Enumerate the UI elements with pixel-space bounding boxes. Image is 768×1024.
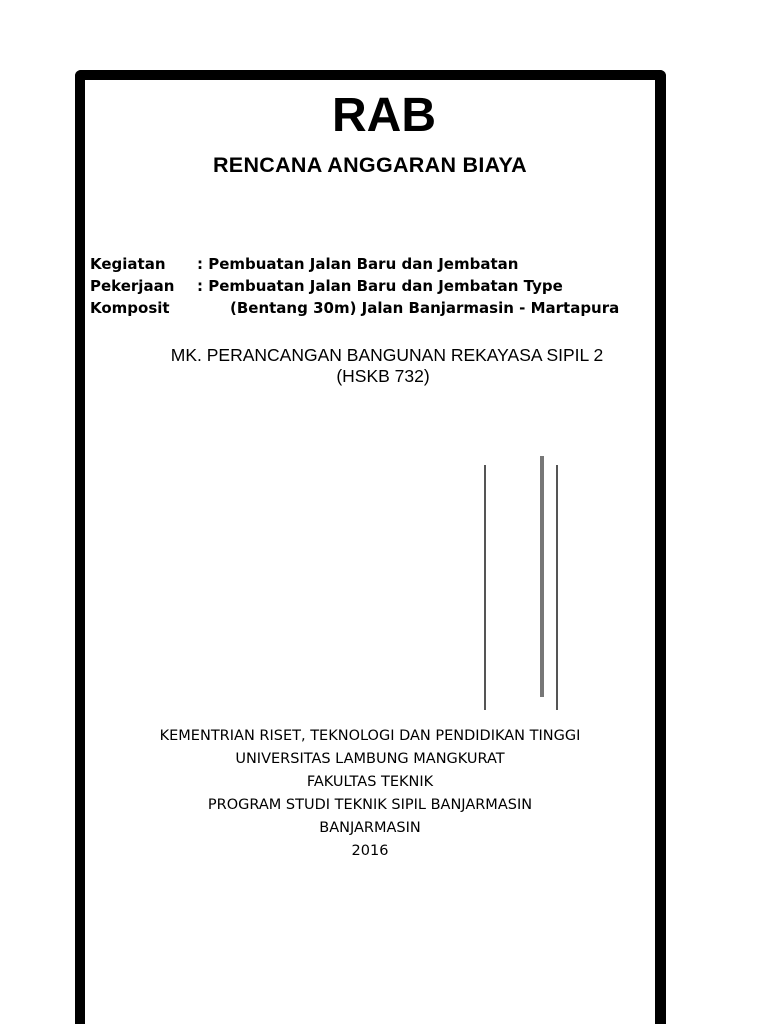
city-name: BANJARMASIN <box>319 820 421 836</box>
komposit-value: (Bentang 30m) Jalan Banjarmasin - Martapura <box>230 299 620 317</box>
pekerjaan-label: Pekerjaan <box>90 277 175 295</box>
document-title: RAB <box>332 89 436 142</box>
faculty-name: FAKULTAS TEKNIK <box>306 774 434 790</box>
year: 2016 <box>351 843 389 859</box>
logo-line-center <box>540 456 544 697</box>
info-row-kegiatan <box>90 253 518 275</box>
university-name: UNIVERSITAS LAMBUNG MANGKURAT <box>235 751 505 767</box>
course-name: MK. PERANCANGAN BANGUNAN REKAYASA SIPIL 2 <box>170 345 604 365</box>
logo-line-right <box>556 465 558 710</box>
logo-line-left <box>484 465 486 710</box>
pekerjaan-value: : Pembuatan Jalan Baru dan Jembatan Type <box>197 277 563 295</box>
kegiatan-value: : Pembuatan Jalan Baru dan Jembatan <box>197 255 519 273</box>
page-border-frame <box>75 70 666 1024</box>
course-code: (HSKB 732) <box>336 366 430 386</box>
ministry-name: KEMENTRIAN RISET, TEKNOLOGI DAN PENDIDIKAN TINGGI <box>159 728 581 744</box>
kegiatan-label: Kegiatan <box>90 255 166 273</box>
komposit-label: Komposit <box>90 299 170 317</box>
document-subtitle: RENCANA ANGGARAN BIAYA <box>212 153 527 177</box>
info-row-komposit <box>90 297 619 319</box>
info-row-pekerjaan <box>90 275 563 297</box>
program-name: PROGRAM STUDI TEKNIK SIPIL BANJARMASIN <box>207 797 533 813</box>
